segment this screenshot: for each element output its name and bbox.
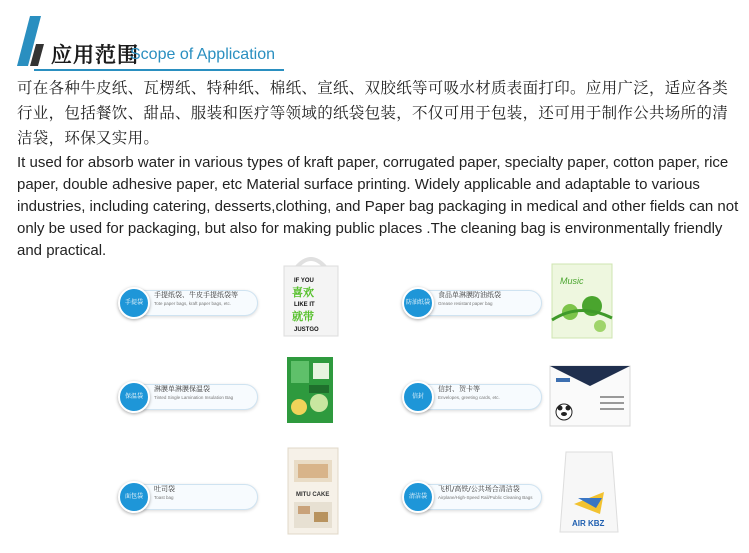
description-chinese: 可在各种牛皮纸、瓦楞纸、特种纸、棉纸、宣纸、双胶纸等可吸水材质表面打印。应用广泛，适应各类行业，包括餐饮、甜品、服装和医疗等领域的纸袋包装，不仅可用于包装，还可用于制作公共场所的清洁袋，环保又实用。 <box>17 79 729 147</box>
item-badge: 信封 <box>402 381 434 413</box>
item-sub: Tinted Single Lamination Insulation Bag <box>154 395 234 400</box>
tote-text-5: JUSTGO <box>294 327 319 333</box>
application-item-grease <box>402 287 542 319</box>
title-chinese: 应用范围 <box>51 43 139 67</box>
tote-bag-image <box>278 254 344 338</box>
item-badge: 手提袋 <box>118 287 150 319</box>
item-label: 淋膜单淋膜保温袋 <box>154 385 210 393</box>
item-label: 吐司袋 <box>154 485 175 493</box>
cleaning-text: AIR KBZ <box>572 519 605 528</box>
application-item-cleaning <box>402 481 542 513</box>
item-label: 食品单淋膜防油纸袋 <box>438 291 501 299</box>
item-sub: Airplane/High-Speed Rail/Public Cleaning Bags <box>438 495 533 500</box>
description-english: It used for absorb water in various types of kraft paper, corrugated paper, specialty paper, cotton paper, rice paper, double adhesive paper, etc Material surface printing. Widely applicable and adaptable to various industries, including catering, desserts,clothing, and Paper bag packaging in medical and other fields can not only be used for packaging, but also for making public places .The cleaning bag is environmentally friendly and practical. <box>17 154 739 259</box>
item-sub: Tote paper bags, kraft paper bags, etc. <box>154 301 232 306</box>
application-item-tote <box>118 287 258 319</box>
tote-text-1: IF YOU <box>294 278 314 284</box>
header-underline <box>34 69 284 71</box>
item-badge: 保温袋 <box>118 381 150 413</box>
item-badge: 防油纸袋 <box>402 287 434 319</box>
toast-text: MITU CAKE <box>296 492 330 498</box>
grease-text: Music <box>560 276 584 286</box>
item-label: 手提纸袋、牛皮手提纸袋等 <box>154 291 238 299</box>
application-item-insulation <box>118 381 258 413</box>
grease-bag-image <box>550 262 614 340</box>
item-sub: Grease resistant paper bag <box>438 301 493 306</box>
title-english: Scope of Application <box>130 46 275 63</box>
application-item-envelope <box>402 381 542 413</box>
cleaning-bag-image <box>556 448 622 534</box>
item-badge: 面包袋 <box>118 481 150 513</box>
item-label: 信封、贺卡等 <box>438 385 480 393</box>
item-sub: Toast bag <box>154 495 174 500</box>
item-sub: Envelopes, greeting cards, etc. <box>438 395 500 400</box>
slash-accent-icon <box>14 14 54 70</box>
section-header <box>14 14 284 66</box>
tote-text-4: 就带 <box>292 310 314 323</box>
tote-text-2: 喜欢 <box>292 286 314 299</box>
tote-text-3: LIKE IT <box>294 302 315 308</box>
envelope-image <box>548 360 632 430</box>
insulation-bag-image <box>285 355 335 425</box>
application-item-toast <box>118 481 258 513</box>
item-badge: 清洁袋 <box>402 481 434 513</box>
toast-bag-image <box>284 446 342 536</box>
item-label: 飞机/高铁/公共场合清洁袋 <box>438 485 520 493</box>
